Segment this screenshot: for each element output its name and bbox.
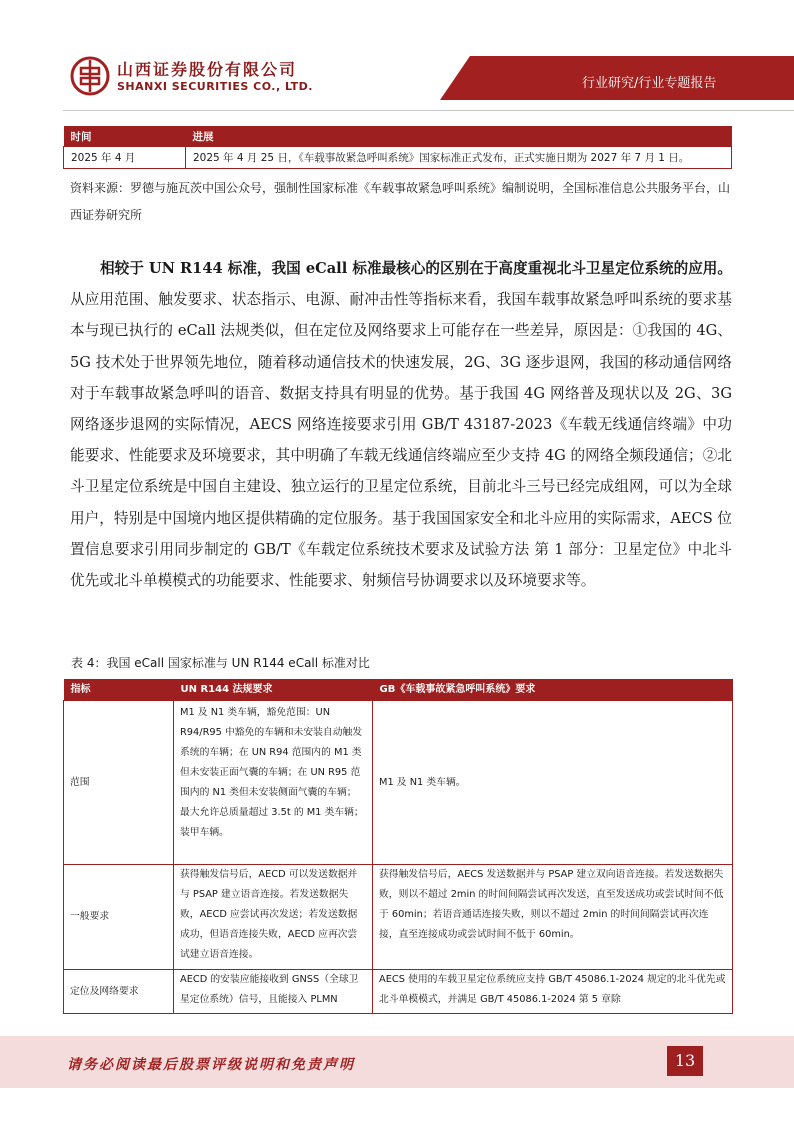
column-header-un: UN R144 法规要求 [174, 679, 373, 701]
source-note: 资料来源：罗德与施瓦茨中国公众号，强制性国家标准《车载事故紧急呼叫系统》编制说明，全国标准信息公共服务平台，山西证券研究所 [70, 181, 731, 222]
cell-metric: 范围 [64, 701, 174, 865]
page-number: 13 [667, 1046, 703, 1076]
column-header-metric: 指标 [64, 679, 174, 701]
column-header-progress: 进展 [186, 126, 732, 147]
report-type: 行业研究/行业专题报告 [582, 76, 717, 91]
table-row [64, 865, 733, 970]
cell-un: AECD 的安装应能接收到 GNSS（全球卫星定位系统）信号，且能接入 PLMN [174, 970, 373, 1014]
cell-metric: 一般要求 [64, 865, 174, 970]
cell-gb: AECS 使用的车载卫星定位系统应支持 GB/T 45086.1-2024 规定的北斗优先或北斗单模模式，并满足 GB/T 45086.1-2024 第 5 章除 [373, 970, 733, 1014]
table-row [64, 147, 732, 169]
body-paragraph [70, 253, 732, 596]
cell-un: 获得触发信号后，AECD 可以发送数据并与 PSAP 建立语音连接。若发送数据失败，AECD 应尝试再次发送；若发送数据成功，但语音连接失败，AECD 应再次尝试建立语音连接。 [174, 865, 373, 970]
column-header-gb: GB《车载事故紧急呼叫系统》要求 [373, 679, 733, 701]
table-caption: 表 4：我国 eCall 国家标准与 UN R144 eCall 标准对比 [71, 656, 370, 670]
lead-sentence: 相较于 UN R144 标准，我国 eCall 标准最核心的区别在于高度重视北斗卫星定位系统的应用。 [100, 260, 732, 277]
cell-gb: 获得触发信号后，AECS 发送数据并与 PSAP 建立双向语音连接。若发送数据失败，则以不超过 2min 的时间间隔尝试再次发送，直至发送成功或尝试时间不低于 60min；若语音通话连接失败，则以不超过 2min 的时间间隔尝试再次连接，直至连接成功或尝试时间不低于 60min。 [373, 865, 733, 970]
column-header-time: 时间 [64, 126, 186, 147]
comparison-table [63, 679, 733, 1014]
cell-time: 2025 年 4 月 [64, 147, 186, 169]
page-header [0, 0, 794, 118]
cell-metric: 定位及网络要求 [64, 970, 174, 1014]
disclaimer-text: 请务必阅读最后股票评级说明和免责声明 [67, 1057, 355, 1073]
company-name-en: SHANXI SECURITIES CO., LTD. [117, 80, 313, 93]
timeline-table [63, 126, 732, 169]
cell-un: M1 及 N1 类车辆，豁免范围：UN R94/R95 中豁免的车辆和未安装自动触发系统的车辆；在 UN R94 范围内的 M1 类但未安装正面气囊的车辆；在 UN R95 范围内的 N1 类但未安装侧面气囊的车辆；最大允许总质量超过 3.5t 的 M1 类车辆；装甲车辆。 [174, 701, 373, 865]
table-row [64, 701, 733, 865]
page-footer [0, 1036, 794, 1088]
cell-gb: M1 及 N1 类车辆。 [373, 701, 733, 865]
paragraph-text: 从应用范围、触发要求、状态指示、电源、耐冲击性等指标来看，我国车载事故紧急呼叫系统的要求基本与现已执行的 eCall 法规类似，但在定位及网络要求上可能存在一些差异，原因是：①我国的 4G、5G 技术处于世界领先地位，随着移动通信技术的快速发展，2G、3G 逐步退网，我国的移动通信网络对于车载事故紧急呼叫的语音、数据支持具有明显的优势。基于我国 4G 网络普及现状以及 2G、3G 网络逐步退网的实际情况，AECS 网络连接要求引用 GB/T 43187-2023《车载无线通信终端》中功能要求、性能要求及环境要求，其中明确了车载无线通信终端应至少支持 4G 的网络全频段通信；②北斗卫星定位系统是中国自主建设、独立运行的卫星定位系统，目前北斗三号已经完成组网，可以为全球用户，特别是中国境内地区提供精确的定位服务。基于我国国家安全和北斗应用的实际需求，AECS 位置信息要求引用同步制定的 GB/T《车载定位系统技术要求及试验方法 第 1 部分：卫星定位》中北斗优先或北斗单模模式的功能要求、性能要求、射频信号协调要求以及环境要求等。 [70, 291, 732, 590]
company-logo-icon [70, 56, 110, 96]
cell-progress: 2025 年 4 月 25 日，《车载事故紧急呼叫系统》国家标准正式发布，正式实施日期为 2027 年 7 月 1 日。 [186, 147, 732, 169]
company-name-cn: 山西证券股份有限公司 [117, 60, 298, 79]
table-row [64, 970, 733, 1014]
